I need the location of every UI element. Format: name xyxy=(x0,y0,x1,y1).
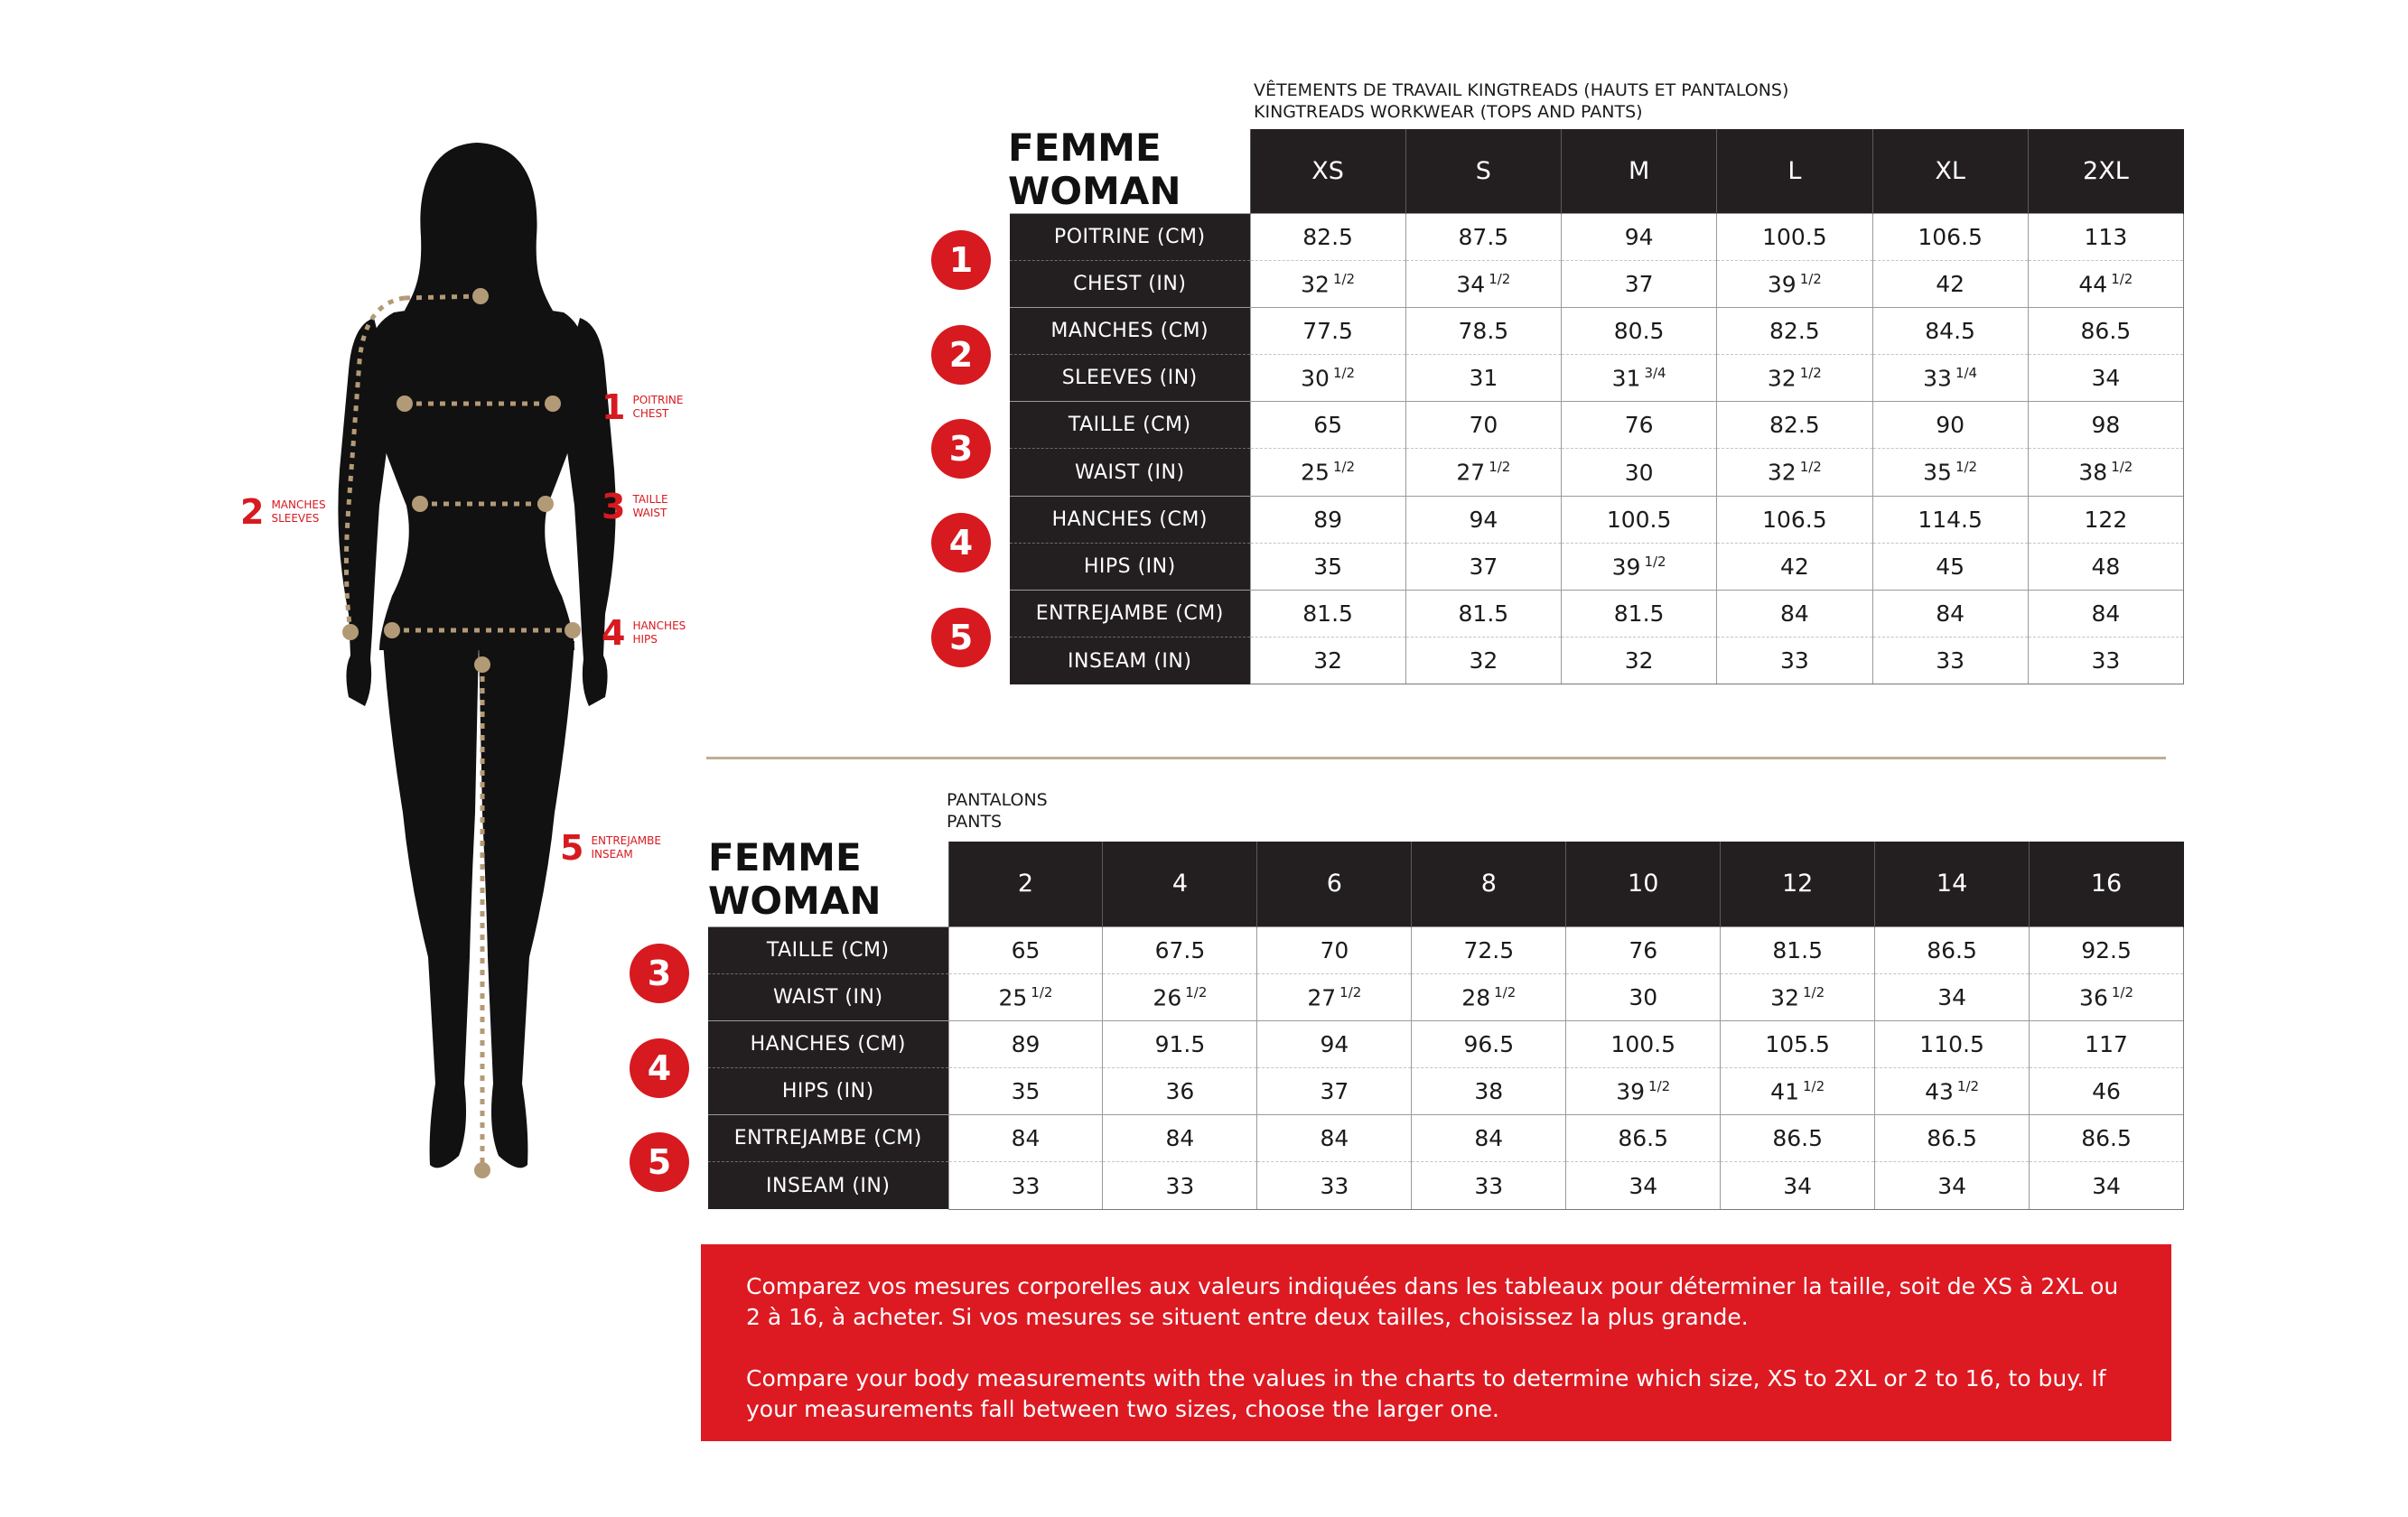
size-value: 84 xyxy=(948,1115,1103,1162)
size-value: 81.5 xyxy=(1562,591,1717,638)
size-value: 86.5 xyxy=(2028,307,2183,354)
value-whole: 44 xyxy=(2078,270,2108,297)
size-value: 100.5 xyxy=(1717,213,1872,260)
value-fraction: 1/2 xyxy=(1031,983,1053,1000)
value-whole: 45 xyxy=(1936,553,1965,580)
size-header: XS xyxy=(1250,129,1405,213)
size-value xyxy=(2028,543,2183,590)
size-value xyxy=(1872,638,2028,684)
size-table-pants xyxy=(708,842,2184,1210)
measurement-number-circle: 3 xyxy=(931,419,991,479)
measurement-number-circle: 2 xyxy=(931,325,991,385)
size-value: 84 xyxy=(1103,1115,1257,1162)
legend-number: 3 xyxy=(602,487,626,526)
size-header: 4 xyxy=(1103,842,1257,926)
size-value: 82.5 xyxy=(1717,402,1872,449)
size-value: 89 xyxy=(948,1020,1103,1067)
size-value: 70 xyxy=(1257,926,1412,973)
size-value: 86.5 xyxy=(1721,1115,1875,1162)
size-header: 12 xyxy=(1721,842,1875,926)
size-value xyxy=(2030,1162,2184,1209)
table2-title-en: WOMAN xyxy=(708,879,882,923)
size-value xyxy=(1250,355,1405,402)
value-whole: 30 xyxy=(1629,983,1658,1010)
table-row xyxy=(708,1162,2184,1209)
table1-caption-fr: VÊTEMENTS DE TRAVAIL KINGTREADS (HAUTS ET PANTALONS) xyxy=(1254,80,1789,100)
legend-number: 2 xyxy=(240,492,265,532)
value-whole: 32 xyxy=(1469,647,1498,675)
measurement-number-circle: 1 xyxy=(931,230,991,290)
size-value xyxy=(1717,543,1872,590)
size-value: 86.5 xyxy=(2030,1115,2184,1162)
value-whole: 33 xyxy=(1011,1172,1041,1199)
legend-text: POITRINE CHEST xyxy=(632,394,684,420)
size-header: 6 xyxy=(1257,842,1412,926)
value-fraction: 1/2 xyxy=(1799,364,1822,381)
size-value xyxy=(1875,1162,2030,1209)
size-value xyxy=(1405,449,1561,496)
value-fraction: 1/2 xyxy=(2111,983,2133,1000)
size-value xyxy=(1257,1068,1412,1115)
value-fraction: 1/2 xyxy=(1332,270,1356,287)
value-whole: 48 xyxy=(2091,553,2121,580)
size-value xyxy=(2030,973,2184,1020)
size-value: 114.5 xyxy=(1872,496,2028,543)
value-whole: 34 xyxy=(2092,1172,2121,1199)
legend-text: TAILLE WAIST xyxy=(632,493,668,519)
table-row xyxy=(1010,307,2184,354)
table1-caption xyxy=(1254,79,1788,123)
table-corner xyxy=(1010,129,1250,213)
table-row xyxy=(708,1068,2184,1115)
size-value: 67.5 xyxy=(1103,926,1257,973)
value-whole: 32 xyxy=(1301,270,1330,297)
legend-text: HANCHES HIPS xyxy=(632,619,686,646)
size-value xyxy=(1257,973,1412,1020)
measurement-number-circle: 5 xyxy=(931,608,991,667)
size-value: 84 xyxy=(2028,591,2183,638)
value-whole: 34 xyxy=(1937,1172,1966,1199)
size-header: 16 xyxy=(2030,842,2184,926)
size-header: 8 xyxy=(1412,842,1566,926)
value-fraction: 1/2 xyxy=(1185,983,1208,1000)
table-row xyxy=(1010,402,2184,449)
value-fraction: 1/4 xyxy=(1955,364,1978,381)
size-value: 91.5 xyxy=(1103,1020,1257,1067)
size-value xyxy=(2028,449,2183,496)
table1-title-fr: FEMME xyxy=(1008,126,1162,170)
size-value xyxy=(1405,260,1561,307)
measurement-number-circle: 4 xyxy=(630,1038,689,1098)
size-value xyxy=(1250,638,1405,684)
row-label: HIPS (IN) xyxy=(1010,543,1250,590)
value-whole: 38 xyxy=(2078,459,2108,486)
table-row xyxy=(708,926,2184,973)
size-value: 100.5 xyxy=(1566,1020,1721,1067)
size-value xyxy=(1717,355,1872,402)
row-label: CHEST (IN) xyxy=(1010,260,1250,307)
legend-waist xyxy=(602,489,668,524)
value-fraction: 1/2 xyxy=(1489,459,1511,476)
value-whole: 37 xyxy=(1624,270,1654,297)
size-value: 84 xyxy=(1872,591,2028,638)
table-corner xyxy=(708,842,948,926)
row-label: WAIST (IN) xyxy=(1010,449,1250,496)
value-whole: 37 xyxy=(1320,1078,1349,1105)
value-whole: 34 xyxy=(1456,270,1486,297)
value-whole: 33 xyxy=(1165,1172,1195,1199)
row-label: ENTREJAMBE (CM) xyxy=(708,1115,948,1162)
size-value: 80.5 xyxy=(1562,307,1717,354)
legend-hips xyxy=(602,613,686,653)
row-label: MANCHES (CM) xyxy=(1010,307,1250,354)
table1-title-en: WOMAN xyxy=(1008,169,1181,213)
table-row xyxy=(1010,543,2184,590)
table-row xyxy=(1010,449,2184,496)
size-value xyxy=(1566,1162,1721,1209)
size-value xyxy=(948,1162,1103,1209)
size-value xyxy=(1875,973,2030,1020)
value-whole: 36 xyxy=(2079,983,2108,1010)
value-whole: 42 xyxy=(1936,270,1965,297)
value-fraction: 1/2 xyxy=(1956,1077,1980,1094)
size-header: M xyxy=(1562,129,1717,213)
value-fraction: 1/2 xyxy=(1955,459,1978,476)
value-whole: 34 xyxy=(1629,1172,1658,1199)
size-value: 90 xyxy=(1872,402,2028,449)
size-value: 65 xyxy=(948,926,1103,973)
value-whole: 30 xyxy=(1624,459,1654,486)
value-fraction: 1/2 xyxy=(2111,459,2133,476)
notice-french: Comparez vos mesures corporelles aux valeurs indiquées dans les tableaux pour déterminer la taille, soit de XS à 2XL ou 2 à 16, à acheter. Si vos mesures se situent entre deux tailles, choisissez la plus grande. xyxy=(746,1273,2119,1330)
value-whole: 33 xyxy=(2091,647,2121,675)
size-value xyxy=(1566,973,1721,1020)
value-whole: 33 xyxy=(1923,365,1952,392)
measurement-number-circle: 4 xyxy=(931,513,991,572)
value-whole: 34 xyxy=(1937,983,1966,1010)
size-value xyxy=(1405,638,1561,684)
row-label: HIPS (IN) xyxy=(708,1068,948,1115)
size-value xyxy=(1250,449,1405,496)
value-whole: 34 xyxy=(2091,365,2121,392)
size-value xyxy=(1405,543,1561,590)
value-whole: 31 xyxy=(1611,365,1641,392)
size-value xyxy=(2028,638,2183,684)
table-row xyxy=(1010,213,2184,260)
table-row xyxy=(708,1115,2184,1162)
value-whole: 26 xyxy=(1153,983,1182,1010)
size-value: 78.5 xyxy=(1405,307,1561,354)
size-value: 76 xyxy=(1562,402,1717,449)
size-header: 10 xyxy=(1566,842,1721,926)
legend-inseam xyxy=(560,828,661,868)
size-value: 86.5 xyxy=(1875,1115,2030,1162)
value-whole: 25 xyxy=(1301,459,1330,486)
value-whole: 31 xyxy=(1469,365,1498,392)
table-row xyxy=(1010,496,2184,543)
table-row xyxy=(1010,638,2184,684)
size-value xyxy=(1250,543,1405,590)
size-value: 82.5 xyxy=(1717,307,1872,354)
size-value: 84.5 xyxy=(1872,307,2028,354)
body-figure xyxy=(0,0,686,1264)
size-advice-notice xyxy=(701,1244,2171,1441)
value-fraction: 1/2 xyxy=(1648,1077,1671,1094)
table-row xyxy=(708,1020,2184,1067)
table2-caption-fr: PANTALONS xyxy=(947,790,1048,810)
size-value: 81.5 xyxy=(1721,926,1875,973)
size-header: S xyxy=(1405,129,1561,213)
size-value: 84 xyxy=(1412,1115,1566,1162)
size-value xyxy=(1562,260,1717,307)
value-fraction: 3/4 xyxy=(1644,364,1666,381)
value-fraction: 1/2 xyxy=(1494,983,1517,1000)
size-value: 77.5 xyxy=(1250,307,1405,354)
size-value: 94 xyxy=(1405,496,1561,543)
row-label: SLEEVES (IN) xyxy=(1010,355,1250,402)
value-whole: 37 xyxy=(1469,553,1498,580)
section-divider xyxy=(706,757,2166,759)
value-whole: 46 xyxy=(2092,1078,2121,1105)
size-value: 72.5 xyxy=(1412,926,1566,973)
value-whole: 28 xyxy=(1461,983,1491,1010)
size-value xyxy=(1875,1068,2030,1115)
value-whole: 33 xyxy=(1320,1172,1349,1199)
row-label: ENTREJAMBE (CM) xyxy=(1010,591,1250,638)
value-whole: 41 xyxy=(1770,1078,1799,1105)
size-value: 86.5 xyxy=(1875,926,2030,973)
size-value xyxy=(1562,638,1717,684)
size-header: 14 xyxy=(1875,842,2030,926)
value-fraction: 1/2 xyxy=(2111,270,2133,287)
size-value: 76 xyxy=(1566,926,1721,973)
measurement-number-circle: 5 xyxy=(630,1132,689,1192)
value-whole: 39 xyxy=(1616,1078,1646,1105)
value-whole: 32 xyxy=(1770,983,1799,1010)
legend-number: 1 xyxy=(602,387,626,427)
value-fraction: 1/2 xyxy=(1489,270,1511,287)
size-value: 106.5 xyxy=(1717,496,1872,543)
size-value: 84 xyxy=(1717,591,1872,638)
row-label: TAILLE (CM) xyxy=(1010,402,1250,449)
table-row xyxy=(1010,260,2184,307)
value-whole: 34 xyxy=(1783,1172,1813,1199)
value-fraction: 1/2 xyxy=(1332,364,1356,381)
size-value xyxy=(1721,1162,1875,1209)
size-value xyxy=(948,973,1103,1020)
size-value xyxy=(1250,260,1405,307)
size-value xyxy=(1257,1162,1412,1209)
size-value xyxy=(1566,1068,1721,1115)
table2-title-fr: FEMME xyxy=(708,835,862,879)
value-whole: 30 xyxy=(1301,365,1330,392)
legend-number: 5 xyxy=(560,828,584,868)
size-value: 81.5 xyxy=(1405,591,1561,638)
value-whole: 32 xyxy=(1313,647,1343,675)
size-value: 86.5 xyxy=(1566,1115,1721,1162)
row-label: POITRINE (CM) xyxy=(1010,213,1250,260)
value-whole: 27 xyxy=(1456,459,1486,486)
row-label: WAIST (IN) xyxy=(708,973,948,1020)
table-row xyxy=(1010,591,2184,638)
size-value xyxy=(1717,638,1872,684)
value-whole: 35 xyxy=(1923,459,1952,486)
value-whole: 33 xyxy=(1474,1172,1504,1199)
size-header: XL xyxy=(1872,129,2028,213)
size-value: 105.5 xyxy=(1721,1020,1875,1067)
size-value xyxy=(1412,1068,1566,1115)
size-value xyxy=(1103,1068,1257,1115)
value-fraction: 1/2 xyxy=(1339,983,1362,1000)
size-value: 70 xyxy=(1405,402,1561,449)
measurement-number-circle: 3 xyxy=(630,944,689,1003)
woman-silhouette xyxy=(0,0,686,1264)
value-whole: 32 xyxy=(1767,459,1797,486)
notice-english: Compare your body measurements with the values in the charts to determine which size, XS to 2XL or 2 to 16, to buy. If your measurements fall between two sizes, choose the larger one. xyxy=(746,1365,2106,1422)
value-whole: 36 xyxy=(1165,1078,1195,1105)
size-value: 98 xyxy=(2028,402,2183,449)
size-value: 84 xyxy=(1257,1115,1412,1162)
size-value xyxy=(1721,973,1875,1020)
value-whole: 39 xyxy=(1767,270,1797,297)
value-whole: 32 xyxy=(1767,365,1797,392)
row-label: INSEAM (IN) xyxy=(1010,638,1250,684)
row-label: INSEAM (IN) xyxy=(708,1162,948,1209)
value-fraction: 1/2 xyxy=(1799,459,1822,476)
size-value: 81.5 xyxy=(1250,591,1405,638)
value-fraction: 1/2 xyxy=(1802,983,1825,1000)
row-label: HANCHES (CM) xyxy=(708,1020,948,1067)
row-label: TAILLE (CM) xyxy=(708,926,948,973)
legend-sleeves xyxy=(240,492,326,532)
size-value: 106.5 xyxy=(1872,213,2028,260)
size-value xyxy=(1562,355,1717,402)
size-value xyxy=(1872,543,2028,590)
size-value xyxy=(1872,260,2028,307)
value-whole: 35 xyxy=(1011,1078,1041,1105)
size-value: 113 xyxy=(2028,213,2183,260)
size-header: 2XL xyxy=(2028,129,2183,213)
size-value xyxy=(1562,449,1717,496)
value-whole: 38 xyxy=(1474,1078,1504,1105)
size-value: 65 xyxy=(1250,402,1405,449)
size-value xyxy=(1103,1162,1257,1209)
size-value xyxy=(1405,355,1561,402)
size-value xyxy=(948,1068,1103,1115)
table2-caption xyxy=(947,789,1048,833)
size-value xyxy=(1412,1162,1566,1209)
table-row xyxy=(1010,355,2184,402)
size-value xyxy=(1872,355,2028,402)
size-value xyxy=(1872,449,2028,496)
value-fraction: 1/2 xyxy=(1332,459,1356,476)
size-value: 82.5 xyxy=(1250,213,1405,260)
size-value: 110.5 xyxy=(1875,1020,2030,1067)
value-whole: 33 xyxy=(1936,647,1965,675)
table-row xyxy=(708,973,2184,1020)
value-whole: 35 xyxy=(1313,553,1343,580)
size-value: 117 xyxy=(2030,1020,2184,1067)
size-value: 122 xyxy=(2028,496,2183,543)
value-fraction: 1/2 xyxy=(1802,1077,1825,1094)
size-value: 94 xyxy=(1562,213,1717,260)
size-value: 96.5 xyxy=(1412,1020,1566,1067)
size-value xyxy=(2028,260,2183,307)
size-header: 2 xyxy=(948,842,1103,926)
size-value xyxy=(1412,973,1566,1020)
size-value: 89 xyxy=(1250,496,1405,543)
size-value xyxy=(2028,355,2183,402)
table2-caption-en: PANTS xyxy=(947,812,1003,832)
size-value: 87.5 xyxy=(1405,213,1561,260)
value-whole: 39 xyxy=(1611,554,1641,581)
value-whole: 25 xyxy=(998,983,1028,1010)
value-whole: 42 xyxy=(1779,553,1809,580)
size-value: 100.5 xyxy=(1562,496,1717,543)
size-value xyxy=(1721,1068,1875,1115)
row-label: HANCHES (CM) xyxy=(1010,496,1250,543)
value-whole: 32 xyxy=(1624,647,1654,675)
value-whole: 43 xyxy=(1925,1078,1954,1105)
size-value: 92.5 xyxy=(2030,926,2184,973)
value-fraction: 1/2 xyxy=(1644,553,1666,570)
legend-text: MANCHES SLEEVES xyxy=(271,498,326,525)
legend-chest xyxy=(602,387,684,427)
size-value xyxy=(1717,260,1872,307)
size-value xyxy=(2030,1068,2184,1115)
size-value: 94 xyxy=(1257,1020,1412,1067)
size-table-workwear xyxy=(1010,129,2184,684)
table1-caption-en: KINGTREADS WORKWEAR (TOPS AND PANTS) xyxy=(1254,102,1643,122)
legend-text: ENTREJAMBE INSEAM xyxy=(591,834,661,861)
value-whole: 33 xyxy=(1779,647,1809,675)
size-value xyxy=(1562,543,1717,590)
size-value xyxy=(1717,449,1872,496)
legend-number: 4 xyxy=(602,613,626,653)
size-header: L xyxy=(1717,129,1872,213)
value-whole: 27 xyxy=(1307,983,1337,1010)
size-value xyxy=(1103,973,1257,1020)
value-fraction: 1/2 xyxy=(1799,270,1822,287)
